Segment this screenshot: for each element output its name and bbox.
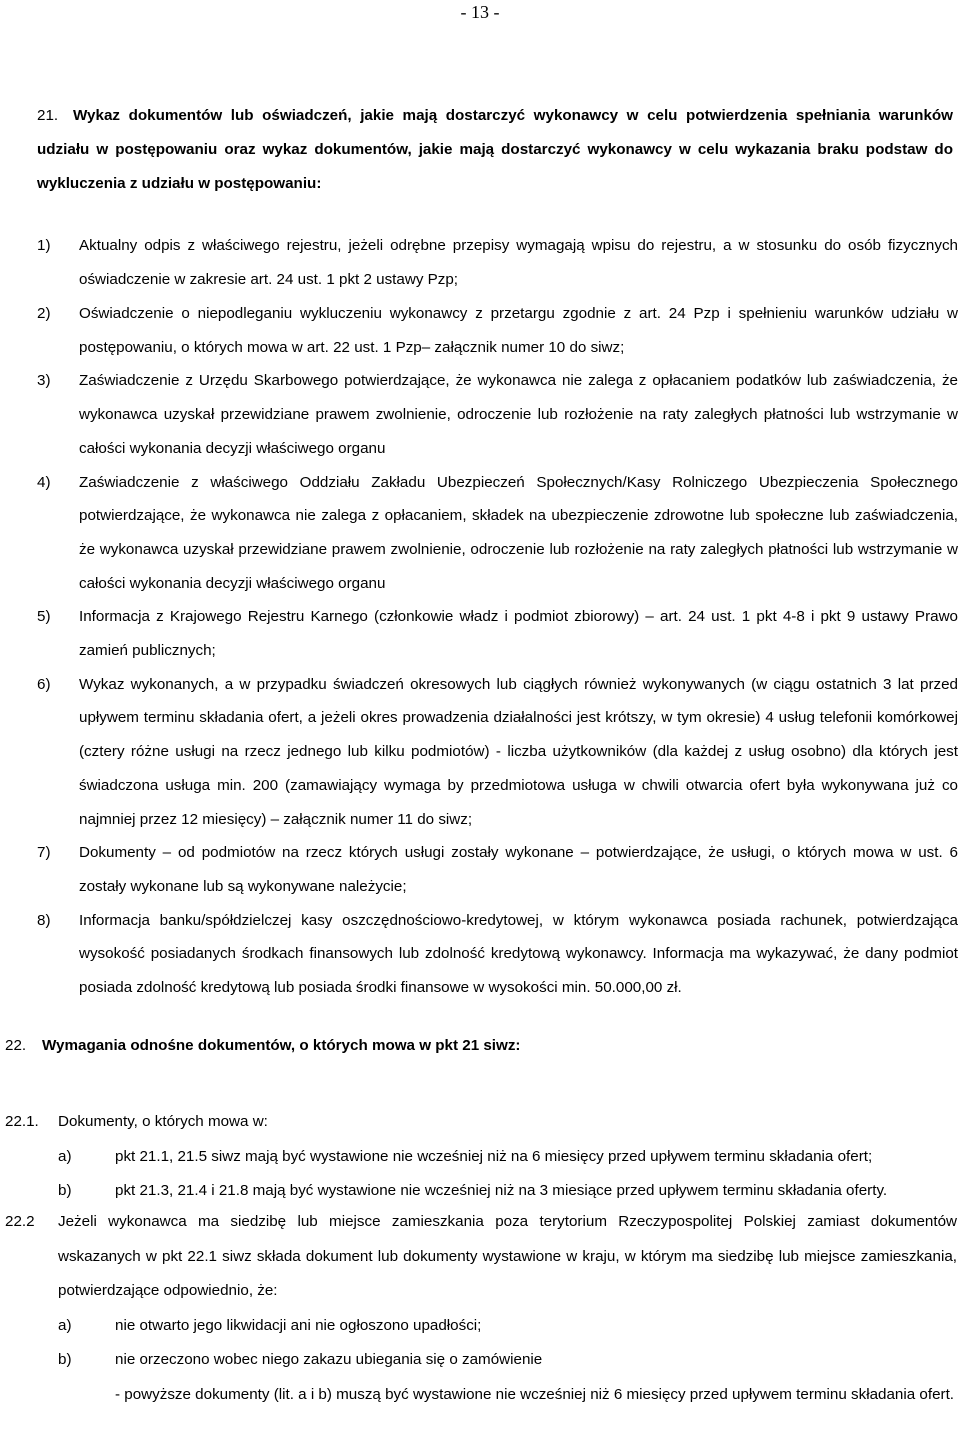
- item-number: 4): [37, 473, 51, 491]
- item-text: Wykaz wykonanych, a w przypadku świadczeń okresowych lub ciągłych również wykonywanych (w ciągu ostatnich 3 lat przed upływem terminu składania ofert, a jeżeli okres prowadzenia działalności jest krótszy, w tym okresie) 4 usług telefonii komórkowej (cztery różne usługi na rzecz jednego lub kilku podmiotów) - liczba użytkowników (dla każdej z usług osobno) dla których jest świadczona usługa min. 200 (zamawiający wymaga by przedmiotowa usługa w chwili otwarcia ofert była wykonywana już co najmniej przez 12 miesięcy) – załącznik numer 11 do siwz;: [79, 675, 958, 828]
- section-22-heading: [5, 1037, 521, 1054]
- item-text: nie otwarto jego likwidacji ani nie ogłoszono upadłości;: [115, 1316, 482, 1334]
- subsection-text: Dokumenty, o których mowa w:: [58, 1113, 268, 1130]
- section-21-list: [37, 229, 958, 1005]
- item-number: 6): [37, 675, 51, 693]
- section-21-heading-text: Wykaz dokumentów lub oświadczeń, jakie mają dostarczyć wykonawcy w celu potwierdzenia spełniania warunków udziału w postępowaniu oraz wykaz dokumentów, jakie mają dostarczyć wykonawcy w celu wykazania braku podstaw do wykluczenia z udziału w postępowaniu:: [37, 107, 953, 192]
- section-21-number: 21.: [37, 107, 59, 124]
- item-text: Zaświadczenie z właściwego Oddziału Zakładu Ubezpieczeń Społecznych/Kasy Rolniczego Ubezpieczenia Społecznego potwierdzające, że wykonawca nie zalega z opłacaniem, składek na ubezpieczenie zdrowotne lub społeczne lub zaświadczenia, że wykonawca uzyskał przewidziane prawem zwolnienie, odroczenie lub rozłożenie na raty zaległych płatności lub wstrzymanie w całości wykonania decyzji właściwego organu: [79, 473, 958, 592]
- item-letter: b): [58, 1351, 72, 1368]
- item-number: 7): [37, 844, 51, 862]
- item-letter: b): [58, 1182, 72, 1199]
- item-text: pkt 21.3, 21.4 i 21.8 mają być wystawione nie wcześniej niż na 3 miesiące przed upływem terminu składania oferty.: [115, 1182, 888, 1199]
- section-21: [37, 99, 953, 201]
- subsection-22-1: [5, 1105, 957, 1209]
- list-item: [37, 668, 958, 837]
- item-number: 5): [37, 608, 51, 626]
- section-22-number: 22.: [5, 1037, 27, 1054]
- subsection-note: - powyższe dokumenty (lit. a i b) muszą być wystawione nie wcześniej niż 6 miesięcy przed upływem terminu składania ofert.: [115, 1385, 955, 1403]
- list-item: [37, 836, 958, 903]
- item-text: nie orzeczono wobec niego zakazu ubiegania się o zamówienie: [115, 1351, 543, 1368]
- item-number: 8): [37, 911, 51, 929]
- subsection-22-2: [5, 1205, 957, 1412]
- item-letter: a): [58, 1147, 72, 1165]
- item-text: Aktualny odpis z właściwego rejestru, jeżeli odrębne przepisy wymagają wpisu do rejestru, a w stosunku do osób fizycznych oświadczenie w zakresie art. 24 ust. 1 pkt 2 ustawy Pzp;: [79, 237, 958, 288]
- item-text: Oświadczenie o niepodleganiu wykluczeniu wykonawcy z przetargu zgodnie z art. 24 Pzp i spełnieniu warunków udziału w postępowaniu, o których mowa w art. 22 ust. 1 Pzp– załącznik numer 10 do siwz;: [79, 305, 958, 356]
- item-text: pkt 21.1, 21.5 siwz mają być wystawione nie wcześniej niż na 6 miesięcy przed upływem terminu składania ofert;: [115, 1147, 873, 1165]
- list-item: [37, 229, 958, 297]
- subsection-number: 22.2: [5, 1213, 35, 1230]
- sub-list-item: [5, 1309, 957, 1344]
- item-number: 2): [37, 305, 51, 322]
- section-22-heading-text: Wymagania odnośne dokumentów, o których mowa w pkt 21 siwz:: [42, 1037, 521, 1054]
- list-item: [37, 600, 958, 667]
- section-21-heading: [37, 99, 953, 201]
- list-item: [37, 297, 958, 364]
- item-text: Informacja z Krajowego Rejestru Karnego (członkowie władz i podmiot zbiorowy) – art. 24 ust. 1 pkt 4-8 i pkt 9 ustawy Prawo zamień publicznych;: [79, 608, 958, 660]
- sub-list-item: [5, 1343, 957, 1378]
- page-number: - 13 -: [460, 2, 500, 22]
- sub-list-item: [5, 1174, 957, 1209]
- list-item: [37, 904, 958, 1005]
- subsection-number: 22.1.: [5, 1113, 39, 1130]
- list-item: [37, 466, 958, 601]
- item-text: Dokumenty – od podmiotów na rzecz których usługi zostały wykonane – potwierdzające, że usługi, o których mowa w ust. 6 zostały wykonane lub są wykonywane należycie;: [79, 844, 958, 895]
- sub-list-item: [5, 1140, 957, 1175]
- item-text: Zaświadczenie z Urzędu Skarbowego potwierdzające, że wykonawca nie zalega z opłacaniem podatków lub zaświadczenia, że wykonawca uzyskał przewidziane prawem zwolnienie, odroczenie lub rozłożenie na raty zaległych płatności lub wstrzymanie w całości wykonania decyzji właściwego organu: [79, 372, 958, 457]
- item-number: 3): [37, 372, 51, 390]
- item-number: 1): [37, 237, 51, 254]
- list-item: [37, 364, 958, 465]
- item-letter: a): [58, 1316, 72, 1334]
- item-text: Informacja banku/spółdzielczej kasy oszczędnościowo-kredytowej, w którym wykonawca posiada rachunek, potwierdzająca wysokość posiadanych środkach finansowych lub zdolność kredytową wykonawcy. Informacja ma wykazywać, że dany podmiot posiada zdolność kredytową lub posiada środki finansowe w wysokości min. 50.000,00 zł.: [79, 911, 958, 997]
- subsection-text: Jeżeli wykonawca ma siedzibę lub miejsce zamieszkania poza terytorium Rzeczypospolitej Polskiej zamiast dokumentów wskazanych w pkt 22.1 siwz składa dokument lub dokumenty wystawione w kraju, w którym ma siedzibę lub miejsce zamieszkania, potwierdzające odpowiednio, że:: [58, 1213, 957, 1299]
